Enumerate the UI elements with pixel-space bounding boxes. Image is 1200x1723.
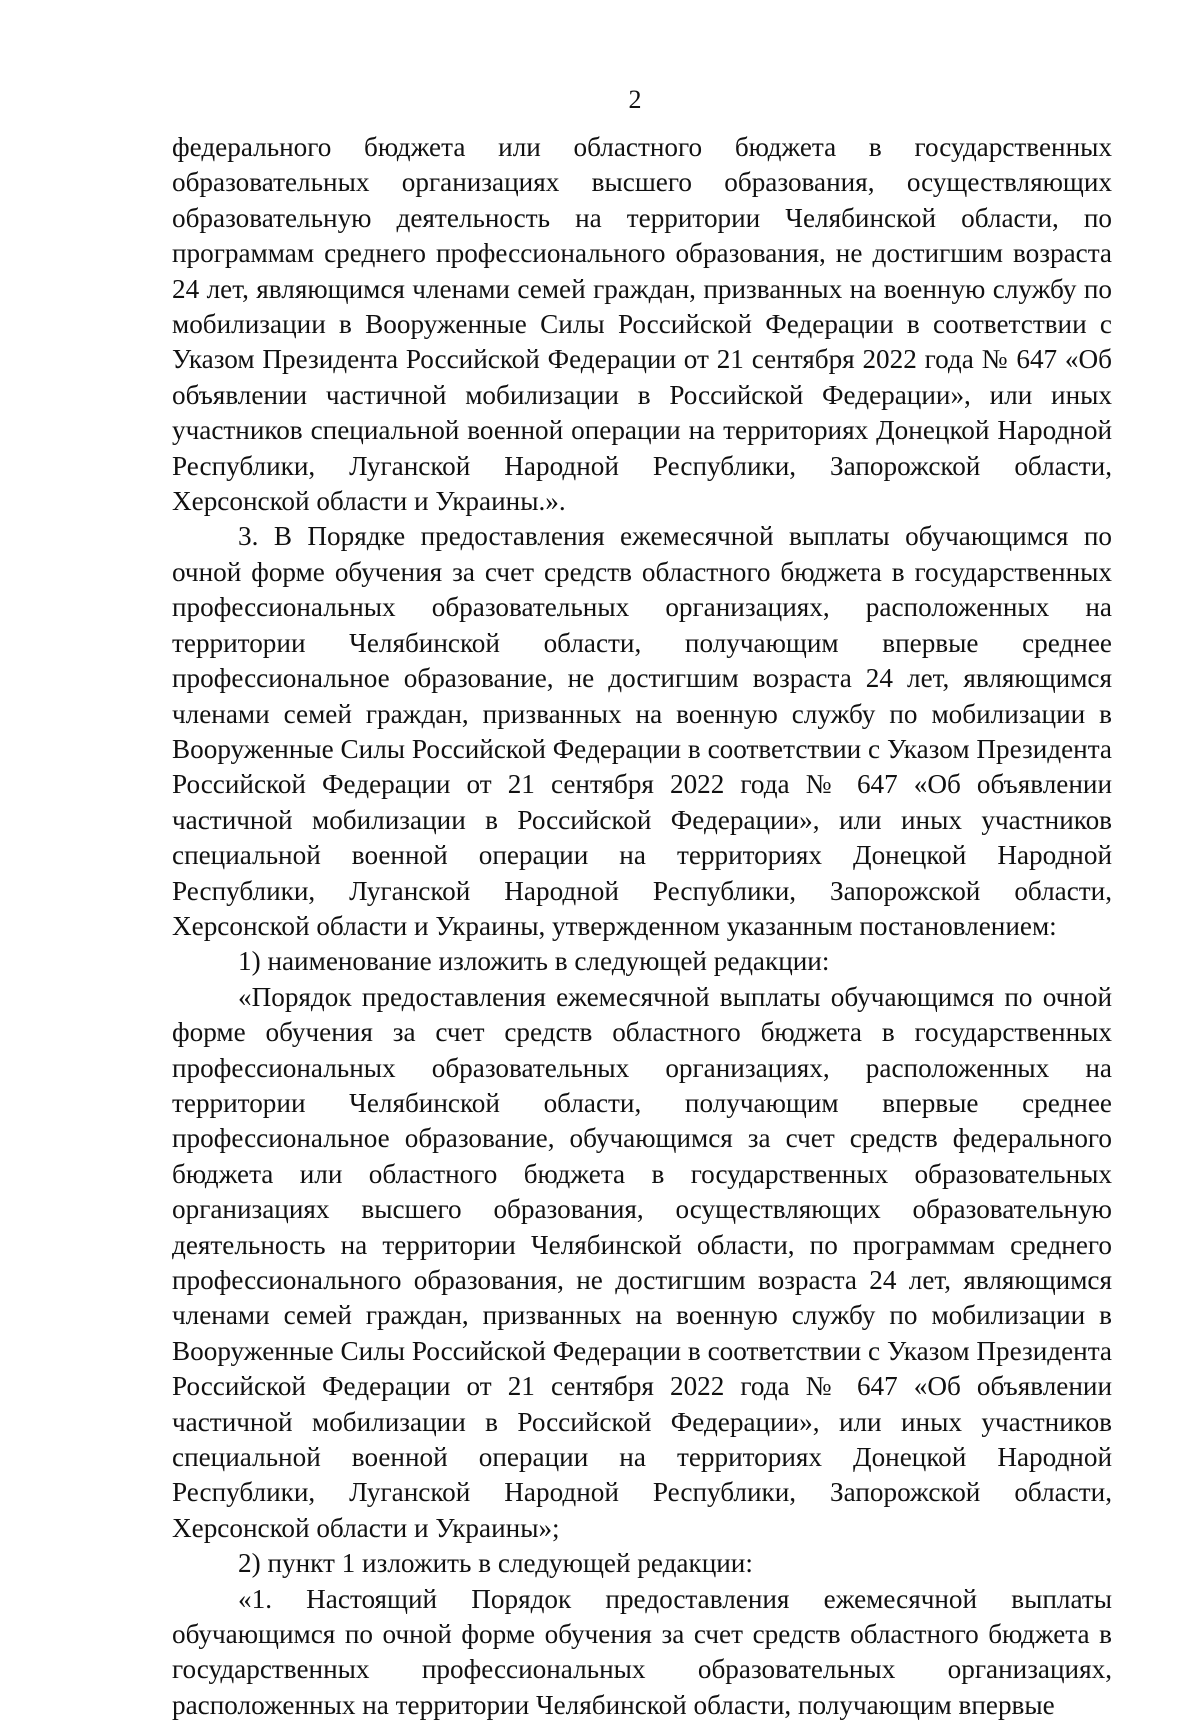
paragraph-point-1: «1. Настоящий Порядок предоставления ежемесячной выплаты обучающимся по очной форме обучения за счет средств областного бюджета в государственных профессиональных образовательных организациях, расположенных на территории Челябинской области, получающим впервые — [172, 1583, 1112, 1720]
paragraph-subitem-1: 1) наименование изложить в следующей редакции: — [238, 946, 830, 977]
paragraph-new-title: «Порядок предоставления ежемесячной выплаты обучающимся по очной форме обучения за счет средств областного бюджета в государственных профессиональных образовательных организациях, расположенных на территории Челябинской области, получающим впервые среднее профессиональное образование, обучающимся за счет средств федерального бюджета или областного бюджета в государственных образовательных организациях высшего образования, осуществляющих образовательную деятельность на территории Челябинской области, по программам среднего профессионального образования, не достигшим возраста 24 лет, являющимся членами семей граждан, призванных на военную службу по мобилизации в Вооруженные Силы Российской Федерации в соответствии с Указом Президента Российской Федерации от 21 сентября 2022 года № 647 «Об объявлении частичной мобилизации в Российской Федерации», или иных участников специальной военной операции на территориях Донецкой Народной Республики, Луганской Народной Республики, Запорожской области, Херсонской области и Украины»; — [172, 981, 1112, 1543]
paragraph-subitem-2: 2) пункт 1 изложить в следующей редакции: — [238, 1548, 753, 1579]
paragraph-item-3: 3. В Порядке предоставления ежемесячной выплаты обучающимся по очной форме обучения за счет средств областного бюджета в государственных профессиональных образовательных организациях, расположенных на территории Челябинской области, получающим впервые среднее профессиональное образование, не достигшим возраста 24 лет, являющимся членами семей граждан, призванных на военную службу по мобилизации в Вооруженные Силы Российской Федерации в соответствии с Указом Президента Российской Федерации от 21 сентября 2022 года № 647 «Об объявлении частичной мобилизации в Российской Федерации», или иных участников специальной военной операции на территориях Донецкой Народной Республики, Луганской Народной Республики, Запорожской области, Херсонской области и Украины, утвержденном указанным постановлением: — [172, 521, 1112, 941]
paragraph-continuation: федерального бюджета или областного бюджета в государственных образовательных организациях высшего образования, осуществляющих образовательную деятельность на территории Челябинской области, по программам среднего профессионального образования, не достигшим возраста 24 лет, являющимся членами семей граждан, призванных на военную службу по мобилизации в Вооруженные Силы Российской Федерации в соответствии с Указом Президента Российской Федерации от 21 сентября 2022 года № 647 «Об объявлении частичной мобилизации в Российской Федерации», или иных участников специальной военной операции на территориях Донецкой Народной Республики, Луганской Народной Республики, Запорожской области, Херсонской области и Украины.». — [172, 132, 1112, 517]
page-number: 2 — [628, 85, 642, 114]
document-body — [172, 130, 1112, 1723]
